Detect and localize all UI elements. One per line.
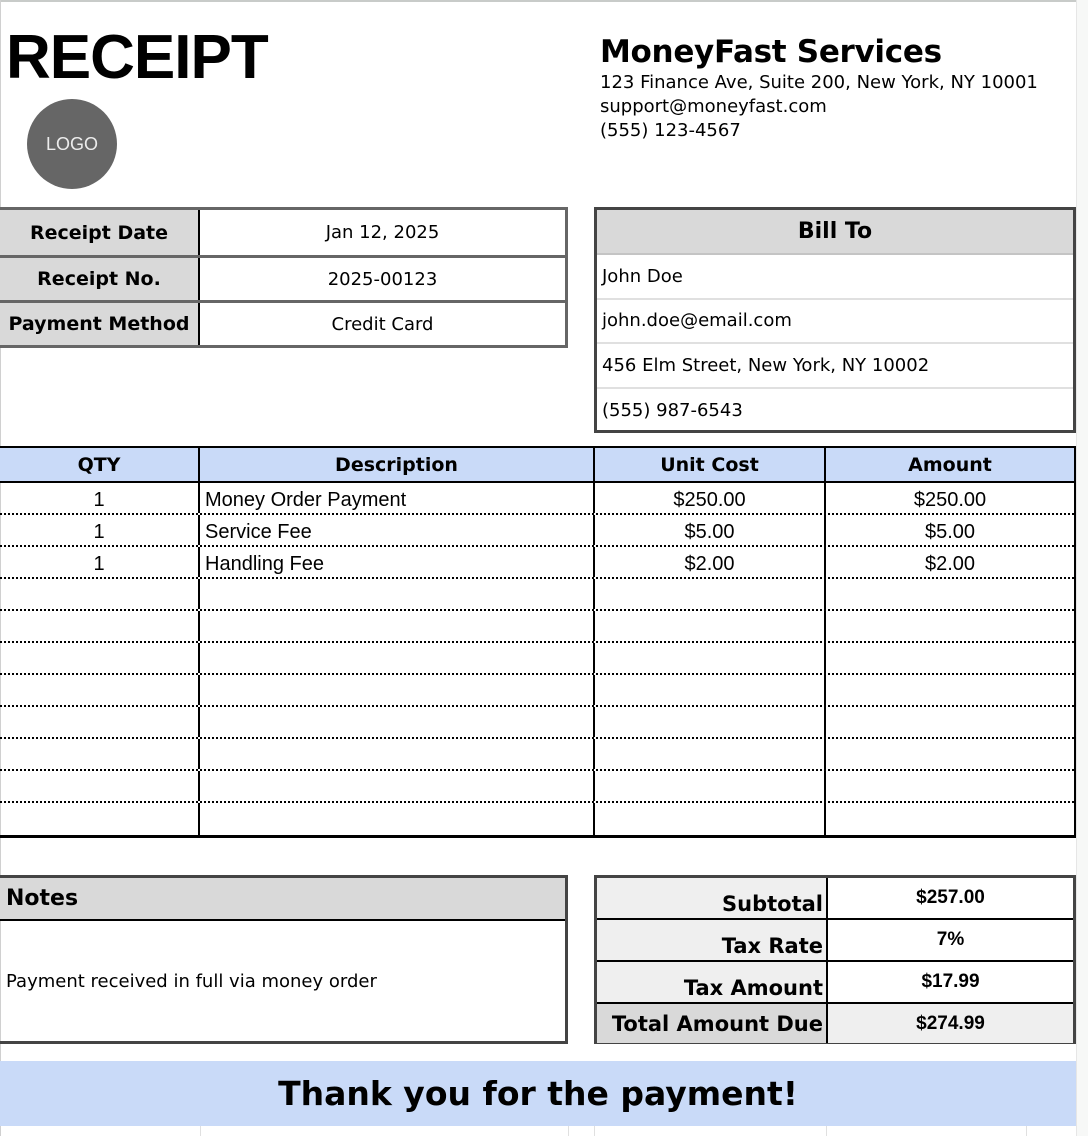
meta-label: Receipt No. [0, 258, 200, 300]
grid-line [826, 1126, 827, 1136]
unit-cost-cell[interactable] [595, 771, 826, 801]
notes-text[interactable]: Payment received in full via money order [6, 971, 377, 992]
column-header-qty: QTY [0, 448, 200, 481]
qty-cell[interactable] [0, 643, 200, 673]
meta-row-receipt-no [0, 255, 565, 300]
qty-cell[interactable] [0, 771, 200, 801]
line-items-table [0, 446, 1076, 838]
qty-cell[interactable] [0, 579, 200, 609]
payment-method-cell[interactable]: Credit Card [331, 313, 434, 335]
description-cell[interactable]: Service Fee [200, 515, 595, 545]
table-row [0, 515, 1074, 547]
table-row [0, 771, 1074, 803]
description-cell[interactable] [200, 611, 595, 641]
unit-cost-cell[interactable]: $2.00 [595, 547, 826, 577]
column-header-description: Description [200, 448, 595, 481]
table-row [0, 803, 1074, 835]
qty-cell[interactable] [0, 707, 200, 737]
grid-line [594, 1126, 595, 1136]
totals-row-tax-amount [597, 962, 1073, 1004]
amount-cell[interactable]: $5.00 [924, 520, 976, 543]
table-row [0, 579, 1074, 611]
unit-cost-cell[interactable] [595, 611, 826, 641]
amount-cell[interactable] [826, 579, 1074, 609]
amount-cell[interactable]: $2.00 [924, 552, 976, 575]
unit-cost-cell[interactable] [595, 675, 826, 705]
table-row [0, 707, 1074, 739]
meta-row-receipt-date [0, 210, 565, 255]
unit-cost-cell[interactable] [595, 803, 826, 835]
column-header-amount: Amount [908, 453, 992, 476]
totals-row-subtotal [597, 878, 1073, 920]
amount-cell[interactable]: $250.00 [913, 488, 987, 511]
qty-cell[interactable] [0, 739, 200, 769]
receipt-meta-table [0, 207, 568, 348]
description-cell[interactable]: Handling Fee [200, 547, 595, 577]
amount-cell[interactable] [826, 643, 1074, 673]
logo-text: LOGO [45, 133, 98, 154]
bill-to-name[interactable]: John Doe [597, 255, 1073, 300]
line-items-header-row [0, 446, 1074, 483]
receipt-number-cell[interactable]: 2025-00123 [327, 268, 438, 290]
description-cell[interactable] [200, 803, 595, 835]
description-cell[interactable] [200, 771, 595, 801]
qty-cell[interactable] [0, 675, 200, 705]
unit-cost-cell[interactable]: $5.00 [595, 515, 826, 545]
unit-cost-cell[interactable] [595, 739, 826, 769]
description-cell[interactable] [200, 707, 595, 737]
qty-cell[interactable]: 1 [0, 483, 200, 513]
unit-cost-cell[interactable] [595, 643, 826, 673]
column-header-unit-cost: Unit Cost [595, 448, 826, 481]
grid-line [568, 1126, 569, 1136]
notes-header: Notes [0, 878, 565, 921]
qty-cell[interactable] [0, 803, 200, 835]
amount-cell[interactable] [826, 803, 1074, 835]
subtotal-value[interactable]: $257.00 [916, 887, 985, 908]
table-row [0, 547, 1074, 579]
bill-to-phone[interactable]: (555) 987-6543 [602, 400, 743, 422]
unit-cost-cell[interactable] [595, 579, 826, 609]
description-cell[interactable]: Money Order Payment [200, 483, 595, 513]
company-info [600, 33, 1038, 143]
thank-you-message: Thank you for the payment! [278, 1074, 798, 1113]
table-row [0, 675, 1074, 707]
totals-box [594, 875, 1076, 1044]
tax-amount-value[interactable]: $17.99 [921, 971, 980, 992]
total-due-value[interactable]: $274.99 [828, 1004, 1073, 1043]
totals-row-total-due [597, 1004, 1073, 1043]
description-cell[interactable] [200, 739, 595, 769]
table-row [0, 483, 1074, 515]
description-cell[interactable] [200, 643, 595, 673]
unit-cost-cell[interactable] [595, 707, 826, 737]
receipt-date-cell[interactable]: Jan 12, 2025 [325, 222, 440, 243]
receipt-title: RECEIPT [6, 23, 268, 92]
description-cell[interactable] [200, 675, 595, 705]
meta-row-payment-method [0, 300, 565, 345]
subtotal-label: Subtotal [597, 878, 828, 918]
grid-line [1026, 1126, 1027, 1136]
amount-cell[interactable] [826, 771, 1074, 801]
company-phone: (555) 123-4567 [600, 120, 741, 141]
amount-cell[interactable] [826, 707, 1074, 737]
amount-cell[interactable] [826, 739, 1074, 769]
total-due-label: Total Amount Due [597, 1004, 828, 1043]
totals-row-tax-rate [597, 920, 1073, 962]
amount-cell[interactable] [826, 675, 1074, 705]
company-address: 123 Finance Ave, Suite 200, New York, NY 10001 [600, 72, 1038, 93]
description-cell[interactable] [200, 579, 595, 609]
sheet-top-border [0, 0, 1088, 2]
company-email: support@moneyfast.com [600, 96, 827, 117]
unit-cost-cell[interactable]: $250.00 [595, 483, 826, 513]
qty-cell[interactable]: 1 [0, 515, 200, 545]
amount-cell[interactable] [826, 611, 1074, 641]
table-row [0, 739, 1074, 771]
bill-to-address[interactable]: 456 Elm Street, New York, NY 10002 [597, 344, 1073, 389]
grid-line [200, 1126, 201, 1136]
sheet-right-gutter [1076, 0, 1088, 1136]
company-name: MoneyFast Services [600, 34, 942, 70]
tax-rate-value[interactable]: 7% [936, 929, 965, 950]
notes-box [0, 875, 568, 1044]
bill-to-box [594, 207, 1076, 433]
tax-rate-label: Tax Rate [597, 920, 828, 960]
table-row [0, 643, 1074, 675]
bill-to-email[interactable]: john.doe@email.com [597, 300, 1073, 345]
meta-label: Payment Method [0, 303, 200, 345]
logo-placeholder [27, 99, 117, 189]
thank-you-banner [0, 1061, 1076, 1126]
qty-cell[interactable]: 1 [0, 547, 200, 577]
bill-to-header: Bill To [597, 210, 1073, 255]
qty-cell[interactable] [0, 611, 200, 641]
table-row [0, 611, 1074, 643]
tax-amount-label: Tax Amount [597, 962, 828, 1002]
meta-label: Receipt Date [0, 210, 200, 255]
